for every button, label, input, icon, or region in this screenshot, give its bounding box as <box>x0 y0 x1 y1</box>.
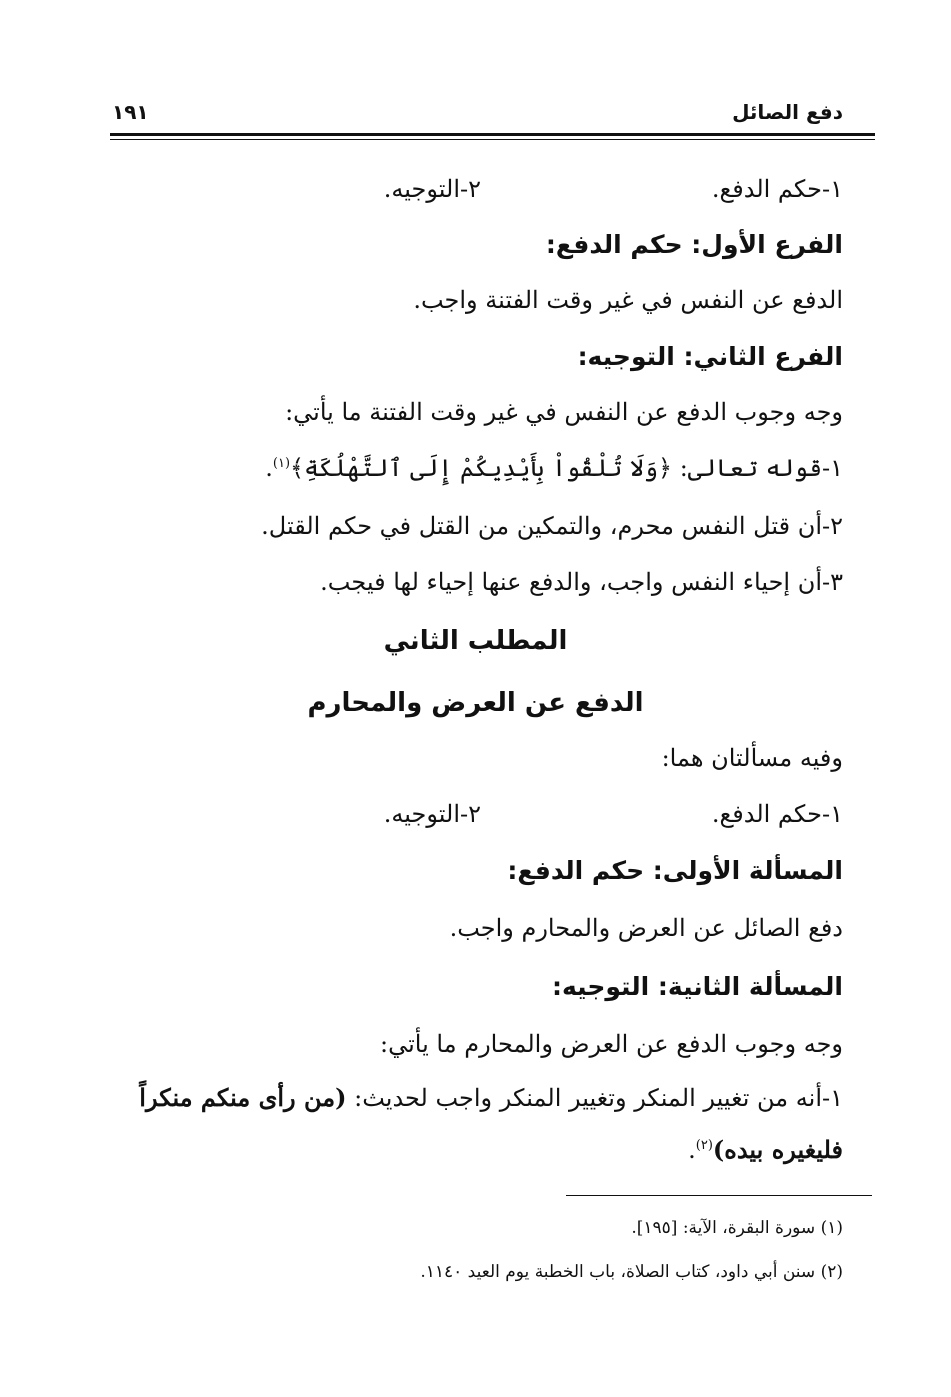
list-item: ٢-أن قتل النفس محرم، والتمكين من القتل في حكم القتل. <box>261 512 843 540</box>
page-number: ١٩١ <box>112 100 149 124</box>
subsection-heading: المسألة الثانية: التوجيه: <box>551 972 843 1001</box>
list-item-lead: ١-أنه من تغيير المنكر وتغيير المنكر واجب لحديث: <box>346 1084 843 1112</box>
footnote-ref[interactable]: (١) <box>272 456 291 471</box>
paragraph: دفع الصائل عن العرض والمحارم واجب. <box>449 914 843 942</box>
list-item: ٣-أن إحياء النفس واجب، والدفع عنها إحياء لها فيجب. <box>320 568 843 596</box>
hadith-text: (من رأى منكم منكراً <box>139 1083 347 1112</box>
list-item <box>265 454 843 482</box>
header-rule-thick <box>110 133 875 136</box>
footnote-separator <box>566 1195 872 1196</box>
list-item: ١-حكم الدفع. <box>711 175 843 203</box>
footnote: (٢) سنن أبي داود، كتاب الصلاة، باب الخطبة يوم العيد ١١٤٠. <box>420 1262 843 1282</box>
quran-verse: ١-قوله تعالى: ﴿وَلَا تُلْقُواْ بِأَيْدِيكُمْ إِلَى ٱلتَّهْلُكَةِ﴾ <box>290 454 843 482</box>
list-item: ٢-التوجيه. <box>383 800 481 828</box>
paragraph: وجه وجوب الدفع عن النفس في غير وقت الفتنة ما يأتي: <box>285 398 843 426</box>
subsection-heading: الفرع الأول: حكم الدفع: <box>545 230 843 259</box>
list-item <box>139 1083 843 1112</box>
footnote: (١) سورة البقرة، الآية: [١٩٥]. <box>631 1218 843 1238</box>
period: . <box>688 1136 696 1164</box>
hadith-text: فليغيره بيده) <box>712 1135 843 1164</box>
section-subtitle: الدفع عن العرض والمحارم <box>307 688 644 718</box>
paragraph: وجه وجوب الدفع عن العرض والمحارم ما يأتي: <box>380 1030 843 1058</box>
subsection-heading: الفرع الثاني: التوجيه: <box>577 342 843 371</box>
header-rule-thin <box>110 139 875 140</box>
paragraph: وفيه مسألتان هما: <box>661 744 843 772</box>
list-item: ٢-التوجيه. <box>383 175 481 203</box>
list-item-continued <box>688 1135 843 1164</box>
list-item: ١-حكم الدفع. <box>711 800 843 828</box>
paragraph: الدفع عن النفس في غير وقت الفتنة واجب. <box>413 286 843 314</box>
section-title: المطلب الثاني <box>383 626 568 656</box>
footnote-ref[interactable]: (٢) <box>695 1138 713 1153</box>
period: . <box>265 454 273 482</box>
subsection-heading: المسألة الأولى: حكم الدفع: <box>507 856 843 885</box>
running-head: دفع الصائل <box>732 100 843 124</box>
